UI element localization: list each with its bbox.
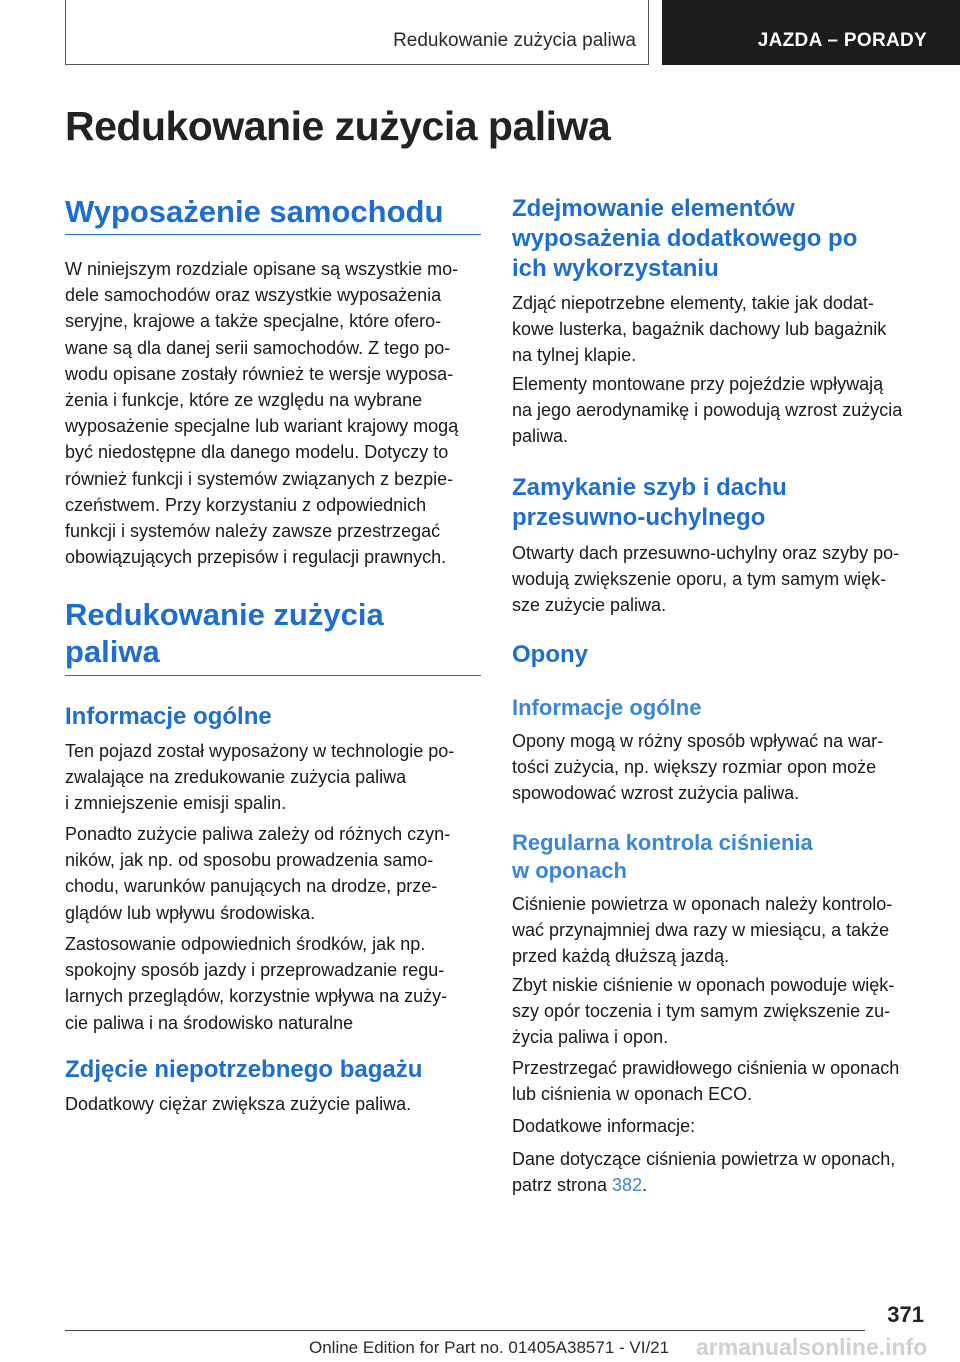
heading-wyposazenie: Wyposażenie samochodu <box>65 194 444 229</box>
heading-redukowanie: Redukowanie zużycia paliwa <box>65 597 384 669</box>
paragraph-informacje-2: Ponadto zużycie paliwa zależy od różnych czyn‐ ników, jak np. od sposobu prowadzenia samo‐ chodu, warunków panujących na drodze, prze‐ glądów lub wpływu środowiska. <box>65 824 451 923</box>
paragraph-wyposazenie: W niniejszym rozdziale opisane są wszystkie mo‐ dele samochodów oraz wszystkie wyposażenia seryjne, krajowe a także specjalne, które ofero‐ wane są dla danej serii samochodów. Z tego po‐ wodu opisane zostały również te wersje wyposa‐ żenia i funkcje, które ze względu na wybrane wyposażenie specjalne lub wariant krajowy mogą być niedostępne dla danego modelu. Dotyczy to również funkcji i systemów związanych z bezpie‐ czeństwem. Przy korzystaniu z odpowiednich funkcji i systemów należy zawsze przestrzegać obowiązujących przepisów i regulacji prawnych. <box>65 259 459 568</box>
heading-zdejmowanie: Zdejmowanie elementów wyposażenia dodatkowego po ich wykorzystaniu <box>512 195 858 282</box>
paragraph-cisnienie-2: Zbyt niskie ciśnienie w oponach powoduje więk‐ szy opór toczenia i tym samym zwiększenie zu‐ życia paliwa i opon. <box>512 975 895 1048</box>
page-title: Redukowanie zużycia paliwa <box>65 103 611 149</box>
paragraph-informacje-3: Zastosowanie odpowiednich środków, jak np. spokojny sposób jazdy i przeprowadzanie regu‐ larnych przeglądów, korzystnie wpływa na zuży‐ cie paliwa i na środowisko naturalne <box>65 934 448 1033</box>
paragraph-informacje-1: Ten pojazd został wyposażony w technologie po‐ zwalające na zredukowanie zużycia paliwa i zmniejszenie emisji spalin. <box>65 741 455 814</box>
watermark: armanualsonline.info <box>696 1334 928 1360</box>
page-number: 371 <box>887 1302 924 1327</box>
paragraph-cisnienie-3: Przestrzegać prawidłowego ciśnienia w oponach lub ciśnienia w oponach ECO. <box>512 1058 900 1105</box>
paragraph-zdejmowanie-1: Zdjąć niepotrzebne elementy, takie jak dodat‐ kowe lusterka, bagażnik dachowy lub bagażnik na tylnej klapie. <box>512 293 887 366</box>
heading-opony: Opony <box>512 641 588 668</box>
footer-rule <box>65 1330 865 1331</box>
heading-kontrola-cisnienia: Regularna kontrola ciśnienia w oponach <box>512 830 813 883</box>
running-header <box>65 0 649 65</box>
heading-bagaz: Zdjęcie niepotrzebnego bagażu <box>65 1056 423 1083</box>
heading-zamykanie: Zamykanie szyb i dachu przesuwno-uchylnego <box>512 474 787 531</box>
paragraph-opony-1: Opony mogą w różny sposób wpływać na war‐ tości zużycia, np. większy rozmiar opon może spowodować wzrost zużycia paliwa. <box>512 731 884 804</box>
paragraph-cisnienie-1: Ciśnienie powietrza w oponach należy kontrolo‐ wać przynajmniej dwa razy w miesiącu, a także przed każdą dłuższą jazdą. <box>512 894 893 967</box>
section-tab <box>662 0 960 65</box>
paragraph-bagaz: Dodatkowy ciężar zwiększa zużycie paliwa. <box>65 1094 412 1114</box>
edition-footer: Online Edition for Part no. 01405A38571 - VI/21 <box>309 1338 670 1357</box>
heading-rule <box>65 234 481 235</box>
paragraph-dodatkowe: Dodatkowe informacje: <box>512 1116 696 1136</box>
section-tab-label: JAZDA – PORADY <box>757 30 927 51</box>
heading-rule <box>65 675 481 676</box>
paragraph-dane: Dane dotyczące ciśnienia powietrza w oponach, patrz strona 382. <box>512 1149 896 1196</box>
paragraph-zdejmowanie-2: Elementy montowane przy pojeździe wpływają na jego aerodynamikę i powodują wzrost zużycia paliwa. <box>512 374 903 447</box>
heading-opony-informacje: Informacje ogólne <box>512 695 702 720</box>
heading-informacje-ogolne: Informacje ogólne <box>65 703 272 730</box>
paragraph-zamykanie: Otwarty dach przesuwno-uchylny oraz szyby po‐ wodują zwiększenie oporu, a tym samym więk‐ sze zużycie paliwa. <box>512 543 900 616</box>
page-reference-link[interactable]: 382 <box>612 1175 643 1196</box>
running-header-title: Redukowanie zużycia paliwa <box>393 30 636 51</box>
